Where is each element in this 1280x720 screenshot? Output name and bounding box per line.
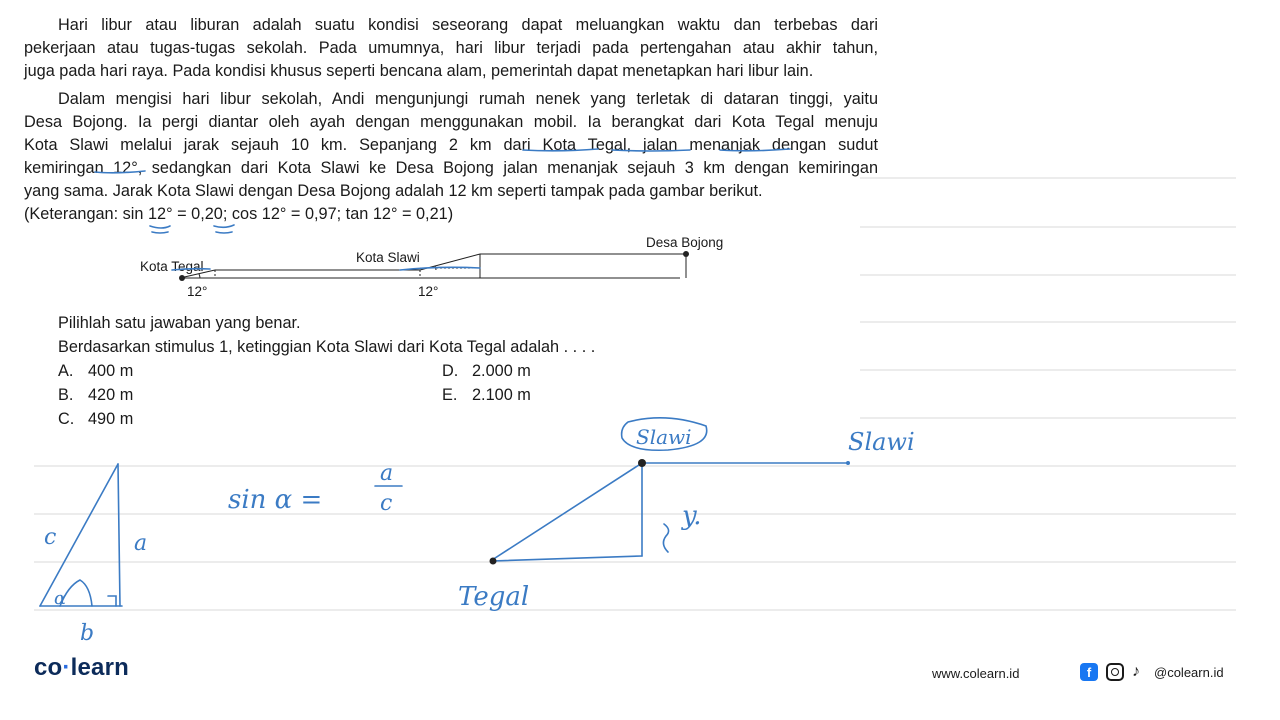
label-kota-slawi: Kota Slawi: [356, 250, 420, 265]
option-text: 400 m: [88, 362, 134, 380]
website-link[interactable]: www.colearn.id: [932, 666, 1020, 681]
hw-formula-num: a: [380, 461, 394, 486]
logo-dot: ·: [62, 654, 71, 681]
intro-line: pekerjaan atau tugas-tugas sekolah. Pada umumnya, hari libur terjadi pada pertengahan atau akhir tahun,: [24, 39, 878, 57]
option-key: B.: [58, 386, 74, 404]
logo-part-1: co: [34, 654, 63, 681]
logo-part-2: learn: [70, 654, 129, 681]
label-kota-tegal: Kota Tegal: [140, 259, 204, 274]
option-text: 2.100 m: [472, 386, 531, 404]
story-line: kemiringan 12°, sedangkan dari Kota Slawi ke Desa Bojong jalan menanjak sejauh 3 km dengan kemiringan: [24, 159, 878, 177]
option-key: E.: [442, 386, 458, 404]
social-handle[interactable]: @colearn.id: [1154, 664, 1224, 680]
instruction-text: Pilihlah satu jawaban yang benar.: [58, 314, 301, 332]
hw-formula-den: c: [380, 491, 393, 516]
hw-slawi-right: Slawi: [848, 428, 915, 456]
question-text: Berdasarkan stimulus 1, ketinggian Kota Slawi dari Kota Tegal adalah . . . .: [58, 338, 596, 356]
story-line: Dalam mengisi hari libur sekolah, Andi mengunjungi rumah nenek yang terletak di dataran tinggi, yaitu: [58, 90, 878, 108]
hw-y: y.: [682, 501, 702, 531]
hw-alpha: α: [54, 588, 67, 609]
colearn-logo: [34, 654, 129, 682]
intro-line: Hari libur atau liburan adalah suatu kondisi seseorang dapat meluangkan waktu dan terbebas dari: [58, 16, 878, 34]
label-angle-2: 12°: [418, 284, 439, 299]
hw-c: c: [44, 525, 57, 550]
label-desa-bojong: Desa Bojong: [646, 235, 724, 250]
story-line: Desa Bojong. Ia pergi diantar oleh ayah dengan menggunakan mobil. Ia berangkat dari Kota Tegal menuju: [24, 113, 878, 131]
option-text: 490 m: [88, 410, 134, 428]
label-angle-1: 12°: [187, 284, 208, 299]
social-links: [1080, 663, 1224, 681]
option-key: D.: [442, 362, 459, 380]
tiktok-icon[interactable]: ♪: [1132, 663, 1140, 680]
option-key: C.: [58, 410, 75, 428]
hw-b: b: [80, 621, 95, 646]
facebook-icon[interactable]: f: [1080, 663, 1098, 681]
story-line: yang sama. Jarak Kota Slawi dengan Desa Bojong adalah 12 km seperti tampak pada gambar berikut.: [24, 182, 763, 200]
hw-tegal: Tegal: [458, 582, 530, 612]
hw-a: a: [134, 531, 148, 556]
hw-formula-left: sin α =: [228, 485, 323, 515]
option-text: 2.000 m: [472, 362, 531, 380]
hw-slawi-circled: Slawi: [636, 425, 692, 449]
story-line: Kota Slawi melalui jarak sejauh 10 km. Sepanjang 2 km dari Kota Tegal, jalan menanjak dengan sudut: [24, 136, 878, 154]
intro-line: juga pada hari raya. Pada kondisi khusus seperti bencana alam, pemerintah dapat menetapkan hari libur lain.: [24, 62, 814, 80]
option-text: 420 m: [88, 386, 134, 404]
trig-note: (Keterangan: sin 12° = 0,20; cos 12° = 0,97; tan 12° = 0,21): [24, 205, 454, 223]
instagram-icon[interactable]: [1106, 663, 1124, 681]
option-key: A.: [58, 362, 74, 380]
